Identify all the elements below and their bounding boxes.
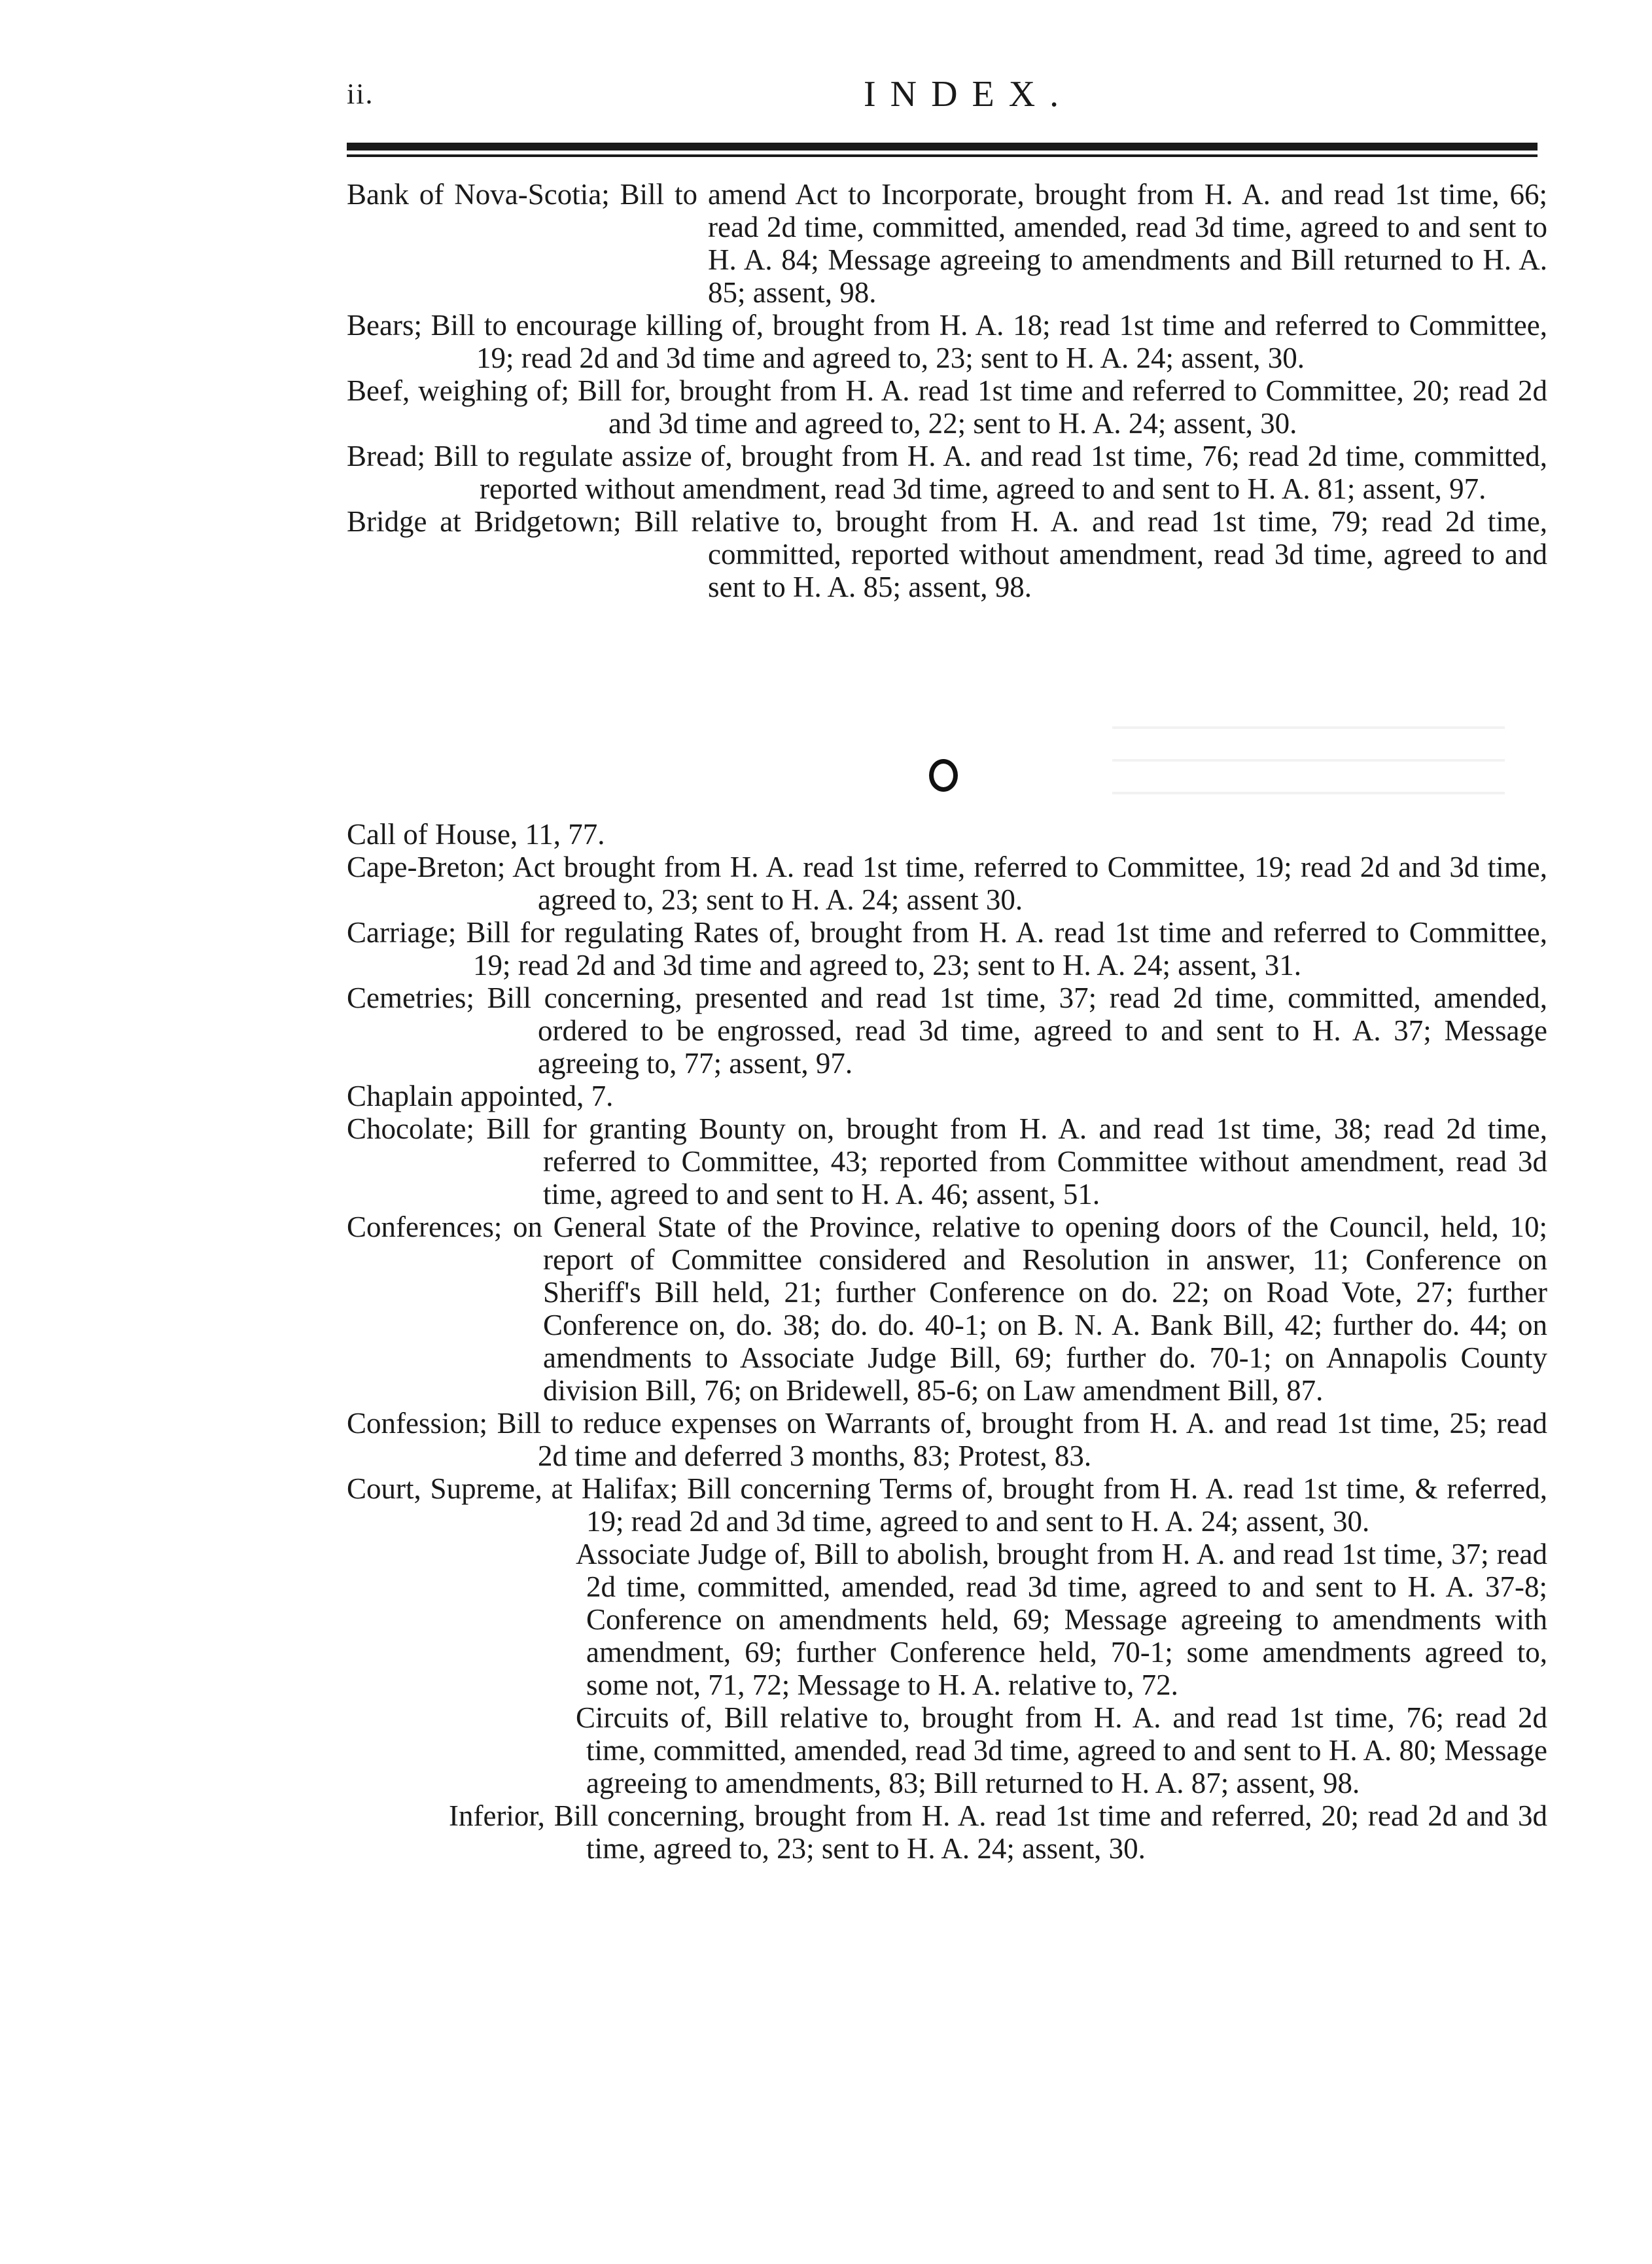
index-section-b [347, 178, 1547, 603]
index-entry-bank-of-nova-scotia: Bank of Nova-Scotia; Bill to amend Act to Incorporate, brought from H. A. and read 1st time, 66; read 2d time, committed, amended, read 3d time, agreed to and sent to H. A. 84; Message agreeing to amendments and Bill returned to H. A. 85; assent, 98. [347, 178, 1547, 309]
index-entry-bread: Bread; Bill to regulate assize of, brought from H. A. and read 1st time, 76; read 2d time, committed, reported without amendment, read 3d time, agreed to and sent to H. A. 81; assent, 97. [347, 440, 1547, 505]
index-entry-chocolate: Chocolate; Bill for granting Bounty on, brought from H. A. and read 1st time, 38; read 2d time, referred to Committee, 43; reported from Committee without amendment, read 3d time, agreed to and sent to H. A. 46; assent, 51. [347, 1112, 1547, 1211]
index-entry-chaplain-appointed: Chaplain appointed, 7. [347, 1080, 614, 1112]
show-through-bleed [1112, 726, 1505, 824]
index-entry-bears: Bears; Bill to encourage killing of, brought from H. A. 18; read 1st time and referred to Committee, 19; read 2d and 3d time and agreed to, 23; sent to H. A. 24; assent, 30. [347, 309, 1548, 374]
page-title: INDEX. [864, 74, 1074, 115]
index-subentry-circuits: Circuits of, Bill relative to, brought from H. A. and read 1st time, 76; read 2d time, committed, amended, read 3d time, agreed to and sent to H. A. 80; Message agreeing to amendments, 83; Bill returned to H. A. 87; assent, 98. [576, 1701, 1548, 1799]
index-entry-conferences: Conferences; on General State of the Province, relative to opening doors of the Council, held, 10; report of Committee considered and Resolution in answer, 11; Conference on Sheriff's Bill held, 21; further Conference on do. 22; on Road Vote, 27; further Conference on, do. 38; do. do. 40-1; on B. N. A. Bank Bill, 42; further do. 44; on amendments to Associate Judge Bill, 69; further do. 70-1; on Annapolis County division Bill, 76; on Bridewell, 85-6; on Law amendment Bill, 87. [347, 1211, 1548, 1407]
index-subentry-inferior: Inferior, Bill concerning, brought from H. A. read 1st time and referred, 20; read 2d and 3d time, agreed to, 23; sent to H. A. 24; assent, 30. [449, 1799, 1548, 1865]
page-number: ii. [347, 78, 374, 110]
index-entry-cape-breton: Cape-Breton; Act brought from H. A. read 1st time, referred to Committee, 19; read 2d and 3d time, agreed to, 23; sent to H. A. 24; assent 30. [347, 851, 1547, 916]
index-entry-cemetries: Cemetries; Bill concerning, presented and read 1st time, 37; read 2d time, committed, amended, ordered to be engrossed, read 3d time, agreed to and sent to H. A. 37; Message agreeing to, 77; assent, 97. [347, 982, 1548, 1080]
index-entry-court-supreme-halifax: Court, Supreme, at Halifax; Bill concerning Terms of, brought from H. A. read 1st time, & referred, 19; read 2d and 3d time, agreed to and sent to H. A. 24; assent, 30. [347, 1472, 1547, 1538]
header-double-rule [347, 143, 1538, 157]
index-subentry-associate-judge: Associate Judge of, Bill to abolish, brought from H. A. and read 1st time, 37; read 2d time, committed, amended, read 3d time, agreed to and sent to H. A. 37-8; Conference on amendments held, 69; Message agreeing to amendments with amendment, 69; further Conference held, 70-1; some amendments agreed to, some not, 71, 72; Message to H. A. relative to, 72. [576, 1538, 1548, 1701]
index-entry-confession: Confession; Bill to reduce expenses on Warrants of, brought from H. A. and read 1st time, 25; read 2d time and deferred 3 months, 83; Protest, 83. [347, 1407, 1548, 1472]
section-letter-c-mark [929, 759, 958, 792]
index-section-c [347, 818, 1547, 1865]
index-entry-call-of-house: Call of House, 11, 77. [347, 818, 605, 851]
index-entry-beef-weighing: Beef, weighing of; Bill for, brought from H. A. read 1st time and referred to Committee, 20; read 2d and 3d time and agreed to, 22; sent to H. A. 24; assent, 30. [347, 374, 1548, 440]
index-entry-carriage: Carriage; Bill for regulating Rates of, brought from H. A. read 1st time and referred to Committee, 19; read 2d and 3d time and agreed to, 23; sent to H. A. 24; assent, 31. [347, 916, 1547, 982]
index-entry-bridge-at-bridgetown: Bridge at Bridgetown; Bill relative to, brought from H. A. and read 1st time, 79; read 2d time, committed, reported without amendment, read 3d time, agreed to and sent to H. A. 85; assent, 98. [347, 505, 1547, 603]
